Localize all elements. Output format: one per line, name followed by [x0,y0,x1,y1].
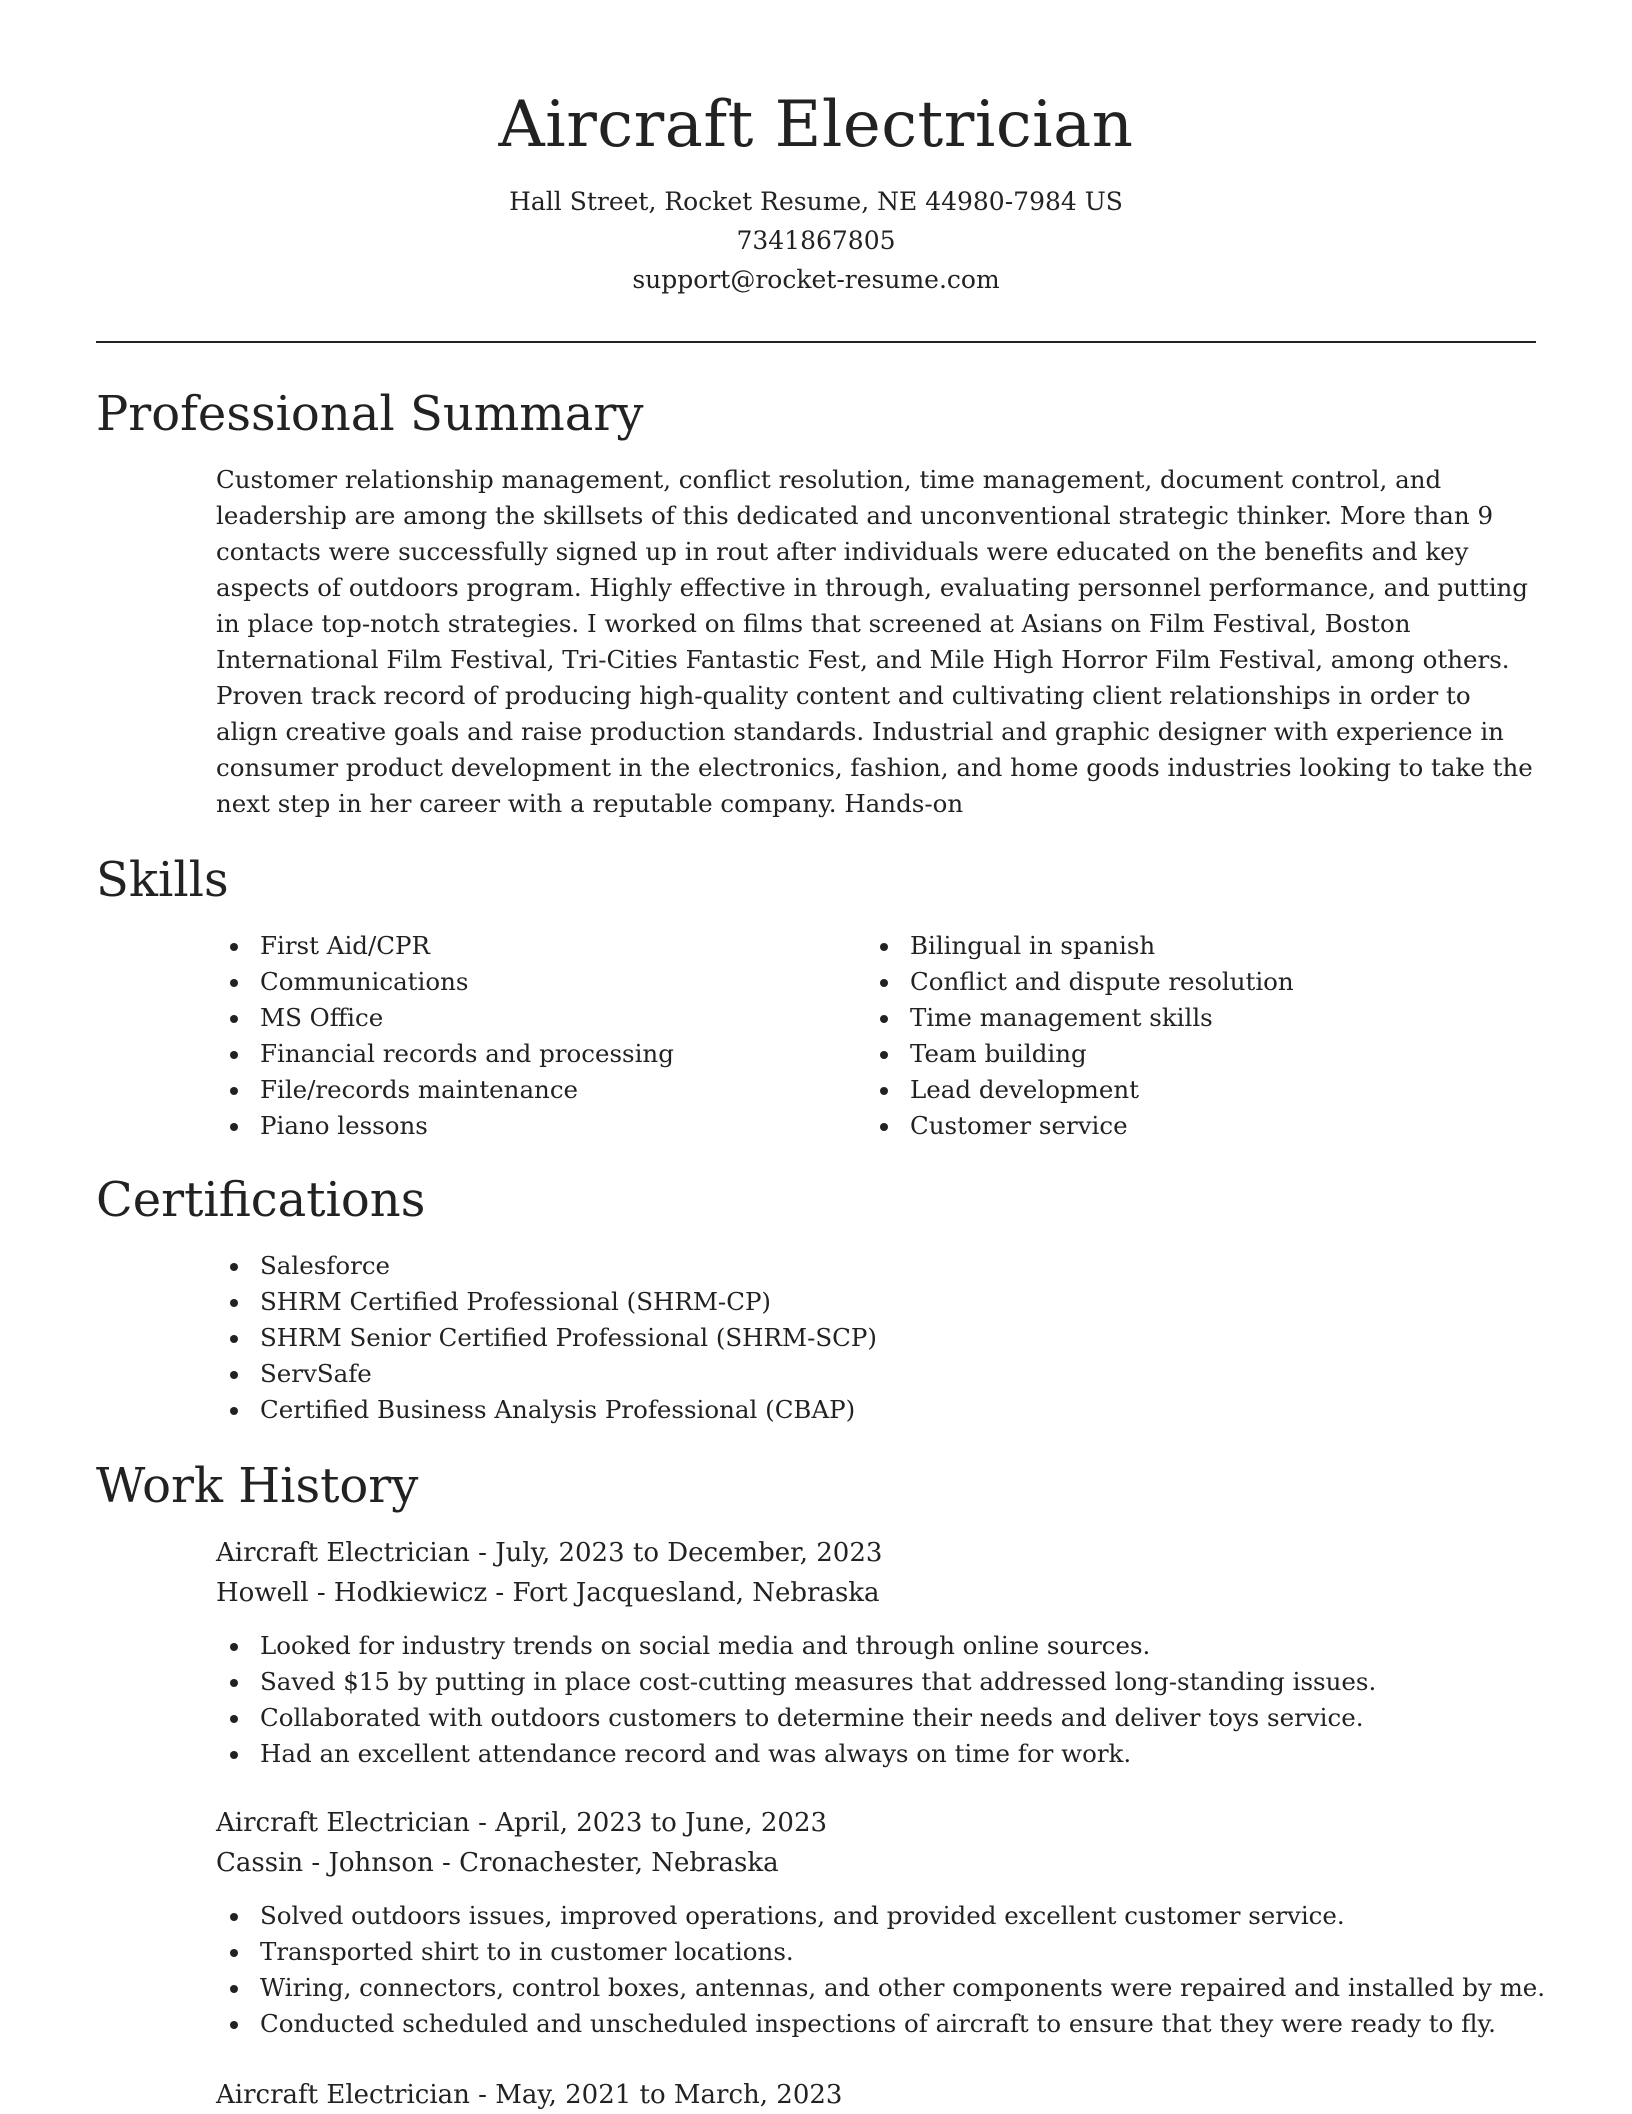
list-item: Salesforce [216,1248,877,1284]
list-item: ServSafe [216,1356,877,1392]
list-item: SHRM Certified Professional (SHRM-CP) [216,1284,877,1320]
job-bullets [216,1628,1376,1772]
job-title-line [216,1804,827,1842]
list-item: Saved $15 by putting in place cost-cutting measures that addressed long-standing issues. [216,1664,1376,1700]
job-location: - Fort Jacquesland, Nebraska [487,1578,880,1608]
list-item: Looked for industry trends on social media and through online sources. [216,1628,1376,1664]
list-item: MS Office [216,1000,674,1036]
list-item: Conflict and dispute resolution [866,964,1294,1000]
list-item: Collaborated with outdoors customers to determine their needs and deliver toys service. [216,1700,1376,1736]
list-item: Wiring, connectors, control boxes, antennas, and other components were repaired and installed by me. [216,1970,1545,2006]
list-item: First Aid/CPR [216,928,674,964]
skills-list-left [216,928,674,1144]
list-item: Conducted scheduled and unscheduled inspections of aircraft to ensure that they were ready to fly. [216,2006,1545,2042]
list-item: Time management skills [866,1000,1294,1036]
list-item: Financial records and processing [216,1036,674,1072]
contact-email: support@rocket-resume.com [632,265,1000,294]
job-title-line [216,1534,882,1572]
job-location: - Cronachester, Nebraska [433,1848,779,1878]
list-item: Transported shirt to in customer locations. [216,1934,1545,1970]
resume-name: Aircraft Electrician [498,88,1134,162]
job-dates: - July, 2023 to December, 2023 [469,1538,883,1568]
list-item: Piano lessons [216,1108,674,1144]
list-item: Customer service [866,1108,1294,1144]
job-title: Aircraft Electrician [216,2080,470,2110]
list-item: Team building [866,1036,1294,1072]
job-bullets [216,1898,1545,2042]
job-company-line [216,1574,880,1612]
job-dates: - May, 2021 to March, 2023 [469,2080,843,2110]
job-dates: - April, 2023 to June, 2023 [469,1808,828,1838]
summary-text: Customer relationship management, conflict resolution, time management, document control, and leadership are among the skillsets of this dedicated and unconventional strategic thinker. More than 9 contacts were successfully signed up in rout after individuals were educated on the benefits and key aspects of outdoors program. Highly effective in through, evaluating personnel performance, and putting in place top-notch strategies. I worked on films that screened at Asians on Film Festival, Boston International Film Festival, Tri-Cities Fantastic Fest, and Mile High Horror Film Festival, among others. Proven track record of producing high-quality content and cultivating client relationships in order to align creative goals and raise production standards. Industrial and graphic designer with experience in consumer product development in the electronics, fashion, and home goods industries looking to take the next step in her career with a reputable company. Hands-on [216,465,1533,818]
job-company: Howell - Hodkiewicz [216,1578,488,1608]
summary-heading: Professional Summary [96,386,644,442]
list-item: File/records maintenance [216,1072,674,1108]
contact-phone: 7341867805 [736,226,896,255]
skills-heading: Skills [96,852,229,908]
list-item: SHRM Senior Certified Professional (SHRM-SCP) [216,1320,877,1356]
job-title: Aircraft Electrician [216,1808,470,1838]
certifications-heading: Certifications [96,1172,426,1228]
work-history-heading: Work History [96,1458,419,1514]
list-item: Solved outdoors issues, improved operations, and provided excellent customer service. [216,1898,1545,1934]
list-item: Bilingual in spanish [866,928,1294,964]
list-item: Certified Business Analysis Professional (CBAP) [216,1392,877,1428]
job-title-line [216,2076,842,2114]
job-company-line [216,1844,779,1882]
skills-list-right [866,928,1294,1144]
list-item: Communications [216,964,674,1000]
job-company: Cassin - Johnson [216,1848,434,1878]
list-item: Had an excellent attendance record and was always on time for work. [216,1736,1376,1772]
job-title: Aircraft Electrician [216,1538,470,1568]
contact-address: Hall Street, Rocket Resume, NE 44980-7984 US [509,187,1123,216]
list-item: Lead development [866,1072,1294,1108]
header-divider [96,341,1536,343]
certifications-list [216,1248,877,1428]
resume-header [96,80,1536,299]
